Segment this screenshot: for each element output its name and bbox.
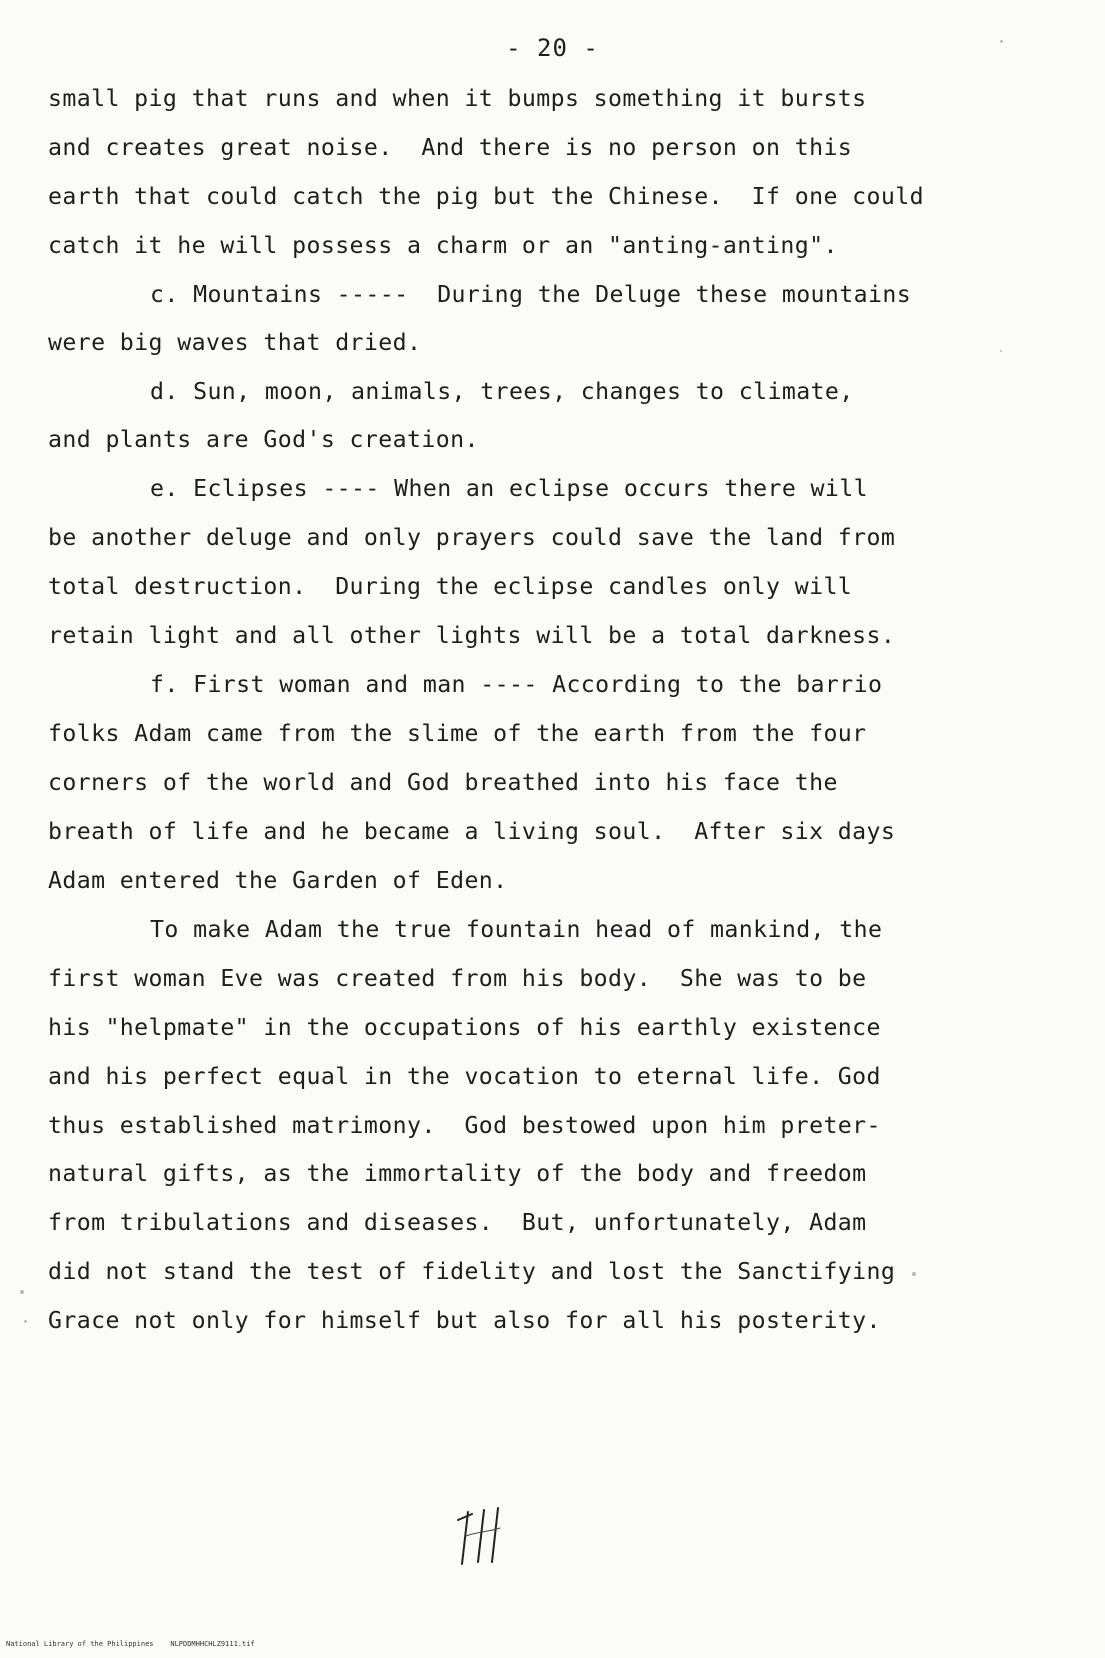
text-line: and his perfect equal in the vocation to eternal life. God <box>48 1063 881 1090</box>
text-line: catch it he will possess a charm or an "anting-anting". <box>48 232 838 259</box>
text-line: folks Adam came from the slime of the earth from the four <box>48 720 867 747</box>
scan-speck <box>20 1290 24 1294</box>
scan-speck <box>1000 350 1002 352</box>
scan-speck <box>24 1320 27 1323</box>
text-line: his "helpmate" in the occupations of his earthly existence <box>48 1014 881 1041</box>
text-line: and plants are God's creation. <box>48 426 479 453</box>
text-line: retain light and all other lights will be a total darkness. <box>48 622 896 649</box>
scan-speck <box>1000 40 1003 43</box>
text-line: earth that could catch the pig but the Chinese. If one could <box>48 183 924 210</box>
archive-footer: National Library of the Philippines NLPDDMHHCHLZ9111.tif <box>6 1640 255 1648</box>
text-line: natural gifts, as the immortality of the body and freedom <box>48 1160 867 1187</box>
text-line: were big waves that dried. <box>48 329 422 356</box>
text-line: To make Adam the true fountain head of mankind, the <box>150 916 883 943</box>
text-line: breath of life and he became a living soul. After six days <box>48 818 896 845</box>
page-number: - 20 - <box>506 34 599 62</box>
text-line: small pig that runs and when it bumps something it bursts <box>48 85 867 112</box>
text-line: Adam entered the Garden of Eden. <box>48 867 508 894</box>
text-line: be another deluge and only prayers could save the land from <box>48 524 896 551</box>
text-line: Grace not only for himself but also for all his posterity. <box>48 1307 881 1334</box>
text-line: from tribulations and diseases. But, unfortunately, Adam <box>48 1209 867 1236</box>
text-line: d. Sun, moon, animals, trees, changes to climate, <box>150 378 854 405</box>
text-line: e. Eclipses ---- When an eclipse occurs there will <box>150 475 869 502</box>
text-line: f. First woman and man ---- According to the barrio <box>150 671 883 698</box>
text-line: did not stand the test of fidelity and lost the Sanctifying <box>48 1258 896 1285</box>
text-line: corners of the world and God breathed into his face the <box>48 769 838 796</box>
text-line: thus established matrimony. God bestowed upon him preter- <box>48 1112 881 1139</box>
text-line: total destruction. During the eclipse candles only will <box>48 573 853 600</box>
scan-speck <box>912 1272 916 1276</box>
text-line: first woman Eve was created from his body. She was to be <box>48 965 867 992</box>
text-line: and creates great noise. And there is no person on this <box>48 134 853 161</box>
text-line: c. Mountains ----- During the Deluge these mountains <box>150 281 912 308</box>
handwritten-initials <box>452 1502 522 1572</box>
